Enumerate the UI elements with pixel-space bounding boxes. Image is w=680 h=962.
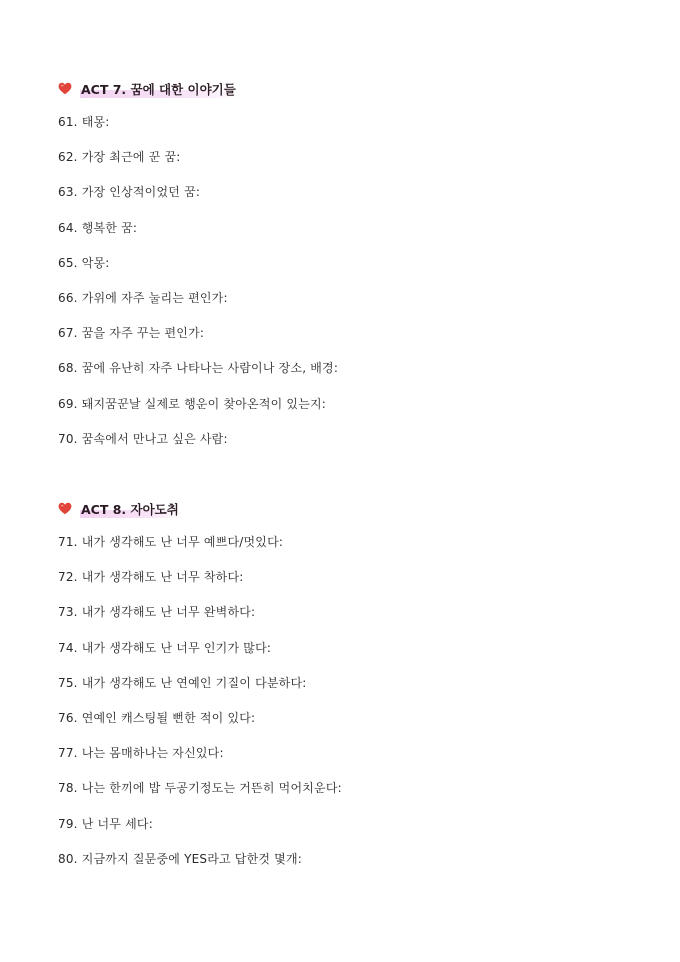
question-item: 80. 지금까지 질문중에 YES라고 답한것 몇개: bbox=[58, 851, 303, 866]
section-heading: ACT 8. 자아도취 bbox=[80, 499, 182, 518]
question-item: 62. 가장 최근에 꾼 꿈: bbox=[58, 150, 181, 165]
question-item: 76. 연예인 캐스팅될 뻔한 적이 있다: bbox=[58, 710, 256, 725]
question-item: 71. 내가 생각해도 난 너무 예쁘다/멋있다: bbox=[58, 535, 284, 549]
question-item: 61. 태몽: bbox=[58, 115, 110, 129]
section-act-7 bbox=[58, 78, 658, 464]
section-header bbox=[58, 498, 658, 518]
question-item: 63. 가장 인상적이었던 꿈: bbox=[58, 185, 201, 200]
question-item: 65. 악몽: bbox=[58, 255, 110, 270]
question-item: 64. 행복한 꿈: bbox=[58, 220, 138, 235]
question-item: 68. 꿈에 유난히 자주 나타나는 사람이나 장소, 배경: bbox=[58, 361, 339, 376]
heart-icon bbox=[58, 502, 72, 515]
question-item: 74. 내가 생각해도 난 너무 인기가 많다: bbox=[58, 640, 272, 655]
question-item: 69. 돼지꿈꾼날 실제로 행운이 찾아온적이 있는지: bbox=[58, 396, 327, 411]
section-act-8 bbox=[58, 498, 658, 884]
question-item: 75. 내가 생각해도 난 연예인 기질이 다분하다: bbox=[58, 675, 307, 690]
section-header bbox=[58, 78, 658, 98]
question-item: 77. 나는 몸매하나는 자신있다: bbox=[58, 746, 224, 761]
question-list bbox=[58, 532, 658, 884]
question-item: 78. 나는 한끼에 밥 두공기정도는 거뜬히 먹어치운다: bbox=[58, 781, 342, 796]
question-item: 79. 난 너무 세다: bbox=[58, 816, 153, 831]
question-list bbox=[58, 112, 658, 464]
question-item: 66. 가위에 자주 눌리는 편인가: bbox=[58, 290, 228, 305]
question-item: 72. 내가 생각해도 난 너무 착하다: bbox=[58, 570, 244, 585]
question-item: 70. 꿈속에서 만나고 싶은 사람: bbox=[58, 431, 228, 446]
question-item: 67. 꿈을 자주 꾸는 편인가: bbox=[58, 326, 205, 341]
heart-icon bbox=[58, 82, 72, 95]
section-heading: ACT 7. 꿈에 대한 이야기들 bbox=[80, 79, 239, 98]
question-item: 73. 내가 생각해도 난 너무 완벽하다: bbox=[58, 605, 256, 620]
